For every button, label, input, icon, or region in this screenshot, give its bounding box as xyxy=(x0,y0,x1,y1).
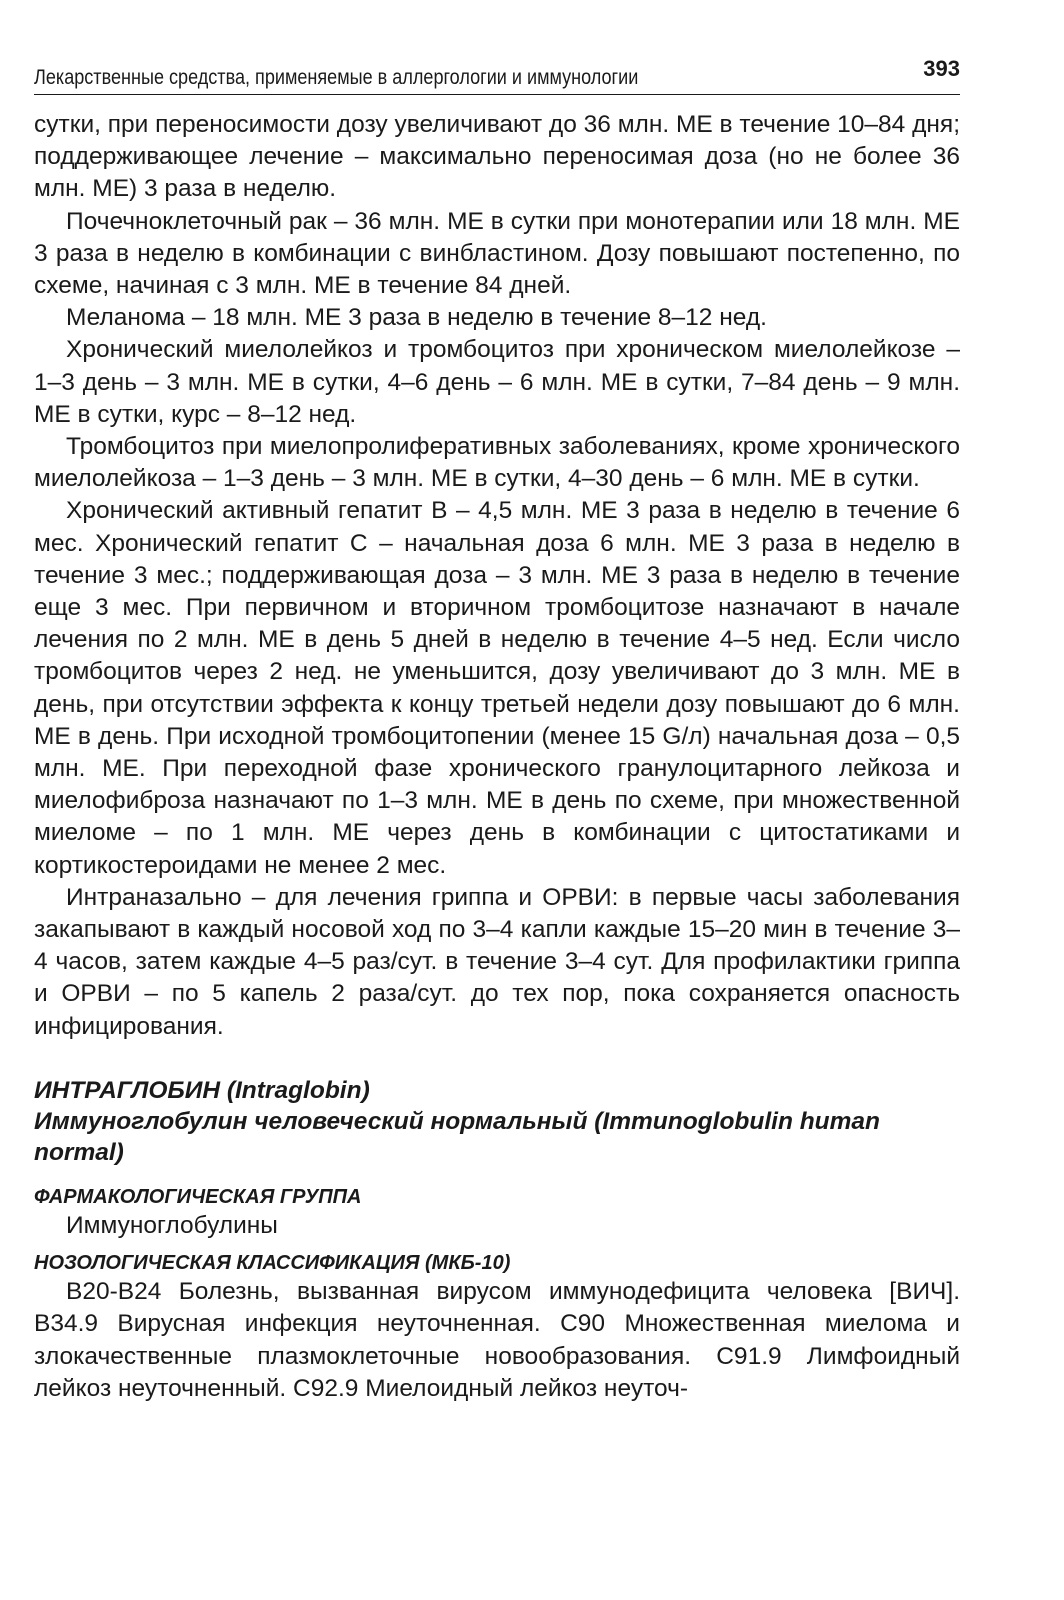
section-nosological-classification xyxy=(34,1250,960,1405)
page-number: 393 xyxy=(923,56,960,81)
section-body xyxy=(34,1210,960,1242)
book-page xyxy=(34,50,960,1405)
running-title: Лекарственные средства, применяемые в аллергологии и иммунологии xyxy=(34,66,639,89)
paragraph-melanoma: Меланома – 18 млн. МЕ 3 раза в неделю в течение 8–12 нед. xyxy=(66,304,767,332)
paragraph-chronic-myeloleukemia: Хронический миелолейкоз и тромбоцитоз при хроническом миелолейкозе – 1–3 день – 3 млн. МЕ в сутки, 4–6 день – 6 млн. МЕ в сутки, 7–84 день – 9 млн. МЕ в сутки, курс – 8–12 нед. xyxy=(34,336,960,428)
section-text: B20-B24 Болезнь, вызванная вирусом иммунодефицита человека [ВИЧ]. B34.9 Вирусная инфекция неуточненная. C90 Множественная миелома и злокачественные плазмоклеточные новообразования. C91.9 Лимфоидный лейкоз неуточненный. C92.9 Миелоидный лейкоз неуточ- xyxy=(34,1278,960,1402)
paragraph-continuation: сутки, при переносимости дозу увеличивают до 36 млн. МЕ в течение 10–84 дня; поддерживающее лечение – максимально переносимая доза (но не более 36 млн. МЕ) 3 раза в неделю. xyxy=(34,111,960,203)
drug-trade-name: ИНТРАГЛОБИН (Intraglobin) xyxy=(34,1076,370,1104)
section-body xyxy=(34,1276,960,1405)
section-label: НОЗОЛОГИЧЕСКАЯ КЛАССИФИКАЦИЯ (МКБ-10) xyxy=(34,1252,511,1275)
section-label: ФАРМАКОЛОГИЧЕСКАЯ ГРУППА xyxy=(34,1185,362,1208)
drug-heading xyxy=(34,1075,960,1168)
paragraph-thrombocytosis: Тромбоцитоз при миелопролиферативных заболеваниях, кроме хронического миелолейкоза – 1–3 день – 3 млн. МЕ в сутки, 4–30 день – 6 млн. МЕ в сутки. xyxy=(34,433,960,493)
main-text xyxy=(34,109,960,1043)
running-header xyxy=(34,50,960,95)
paragraph-renal-cell-cancer: Почечноклеточный рак – 36 млн. МЕ в сутки при монотерапии или 18 млн. МЕ 3 раза в неделю в комбинации с винбластином. Дозу повышают постепенно, по схеме, начиная с 3 млн. МЕ в течение 84 дней. xyxy=(34,207,960,300)
paragraph-hepatitis: Хронический активный гепатит В – 4,5 млн. МЕ 3 раза в неделю в течение 6 мес. Хронический гепатит С – начальная доза 6 млн. МЕ 3 раза в неделю в течение 3 мес.; поддерживающая доза – 3 млн. МЕ 3 раза в неделю в течение еще 3 мес. При первичном и вторичном тромбоцитозе назначают в начале лечения по 2 млн. МЕ в день 5 дней в неделю в течение 4–5 нед. Если число тромбоцитов через 2 нед. не уменьшится, дозу увеличивают до 3 млн. МЕ в день, при отсутствии эффекта к концу третьей недели дозу повышают до 6 млн. МЕ в день. При исходной тромбоцитопении (менее 15 G/л) начальная доза – 0,5 млн. МЕ. При переходной фазе хронического гранулоцитарного лейкоза и миелофиброза назначают по 1–3 млн. МЕ в день по схеме, при множественной миеломе – по 1 млн. МЕ через день в комбинации с цитостатиками и кортикостероидами не менее 2 мес. xyxy=(34,497,960,879)
section-text: Иммуноглобулины xyxy=(66,1211,278,1239)
paragraph-intranasal: Интраназально – для лечения гриппа и ОРВИ: в первые часы заболевания закапывают в каждый носовой ход по 3–4 капли каждые 15–20 мин в течение 3–4 часов, затем каждые 4–5 раз/сут. в течение 3–4 сут. Для профилактики гриппа и ОРВИ – по 5 капель 2 раза/сут. до тех пор, пока сохраняется опасность инфицирования. xyxy=(34,883,960,1040)
drug-generic-name: Иммуноглобулин человеческий нормальный (Immunoglobulin human normal) xyxy=(34,1107,881,1166)
section-pharmacological-group xyxy=(34,1184,960,1242)
